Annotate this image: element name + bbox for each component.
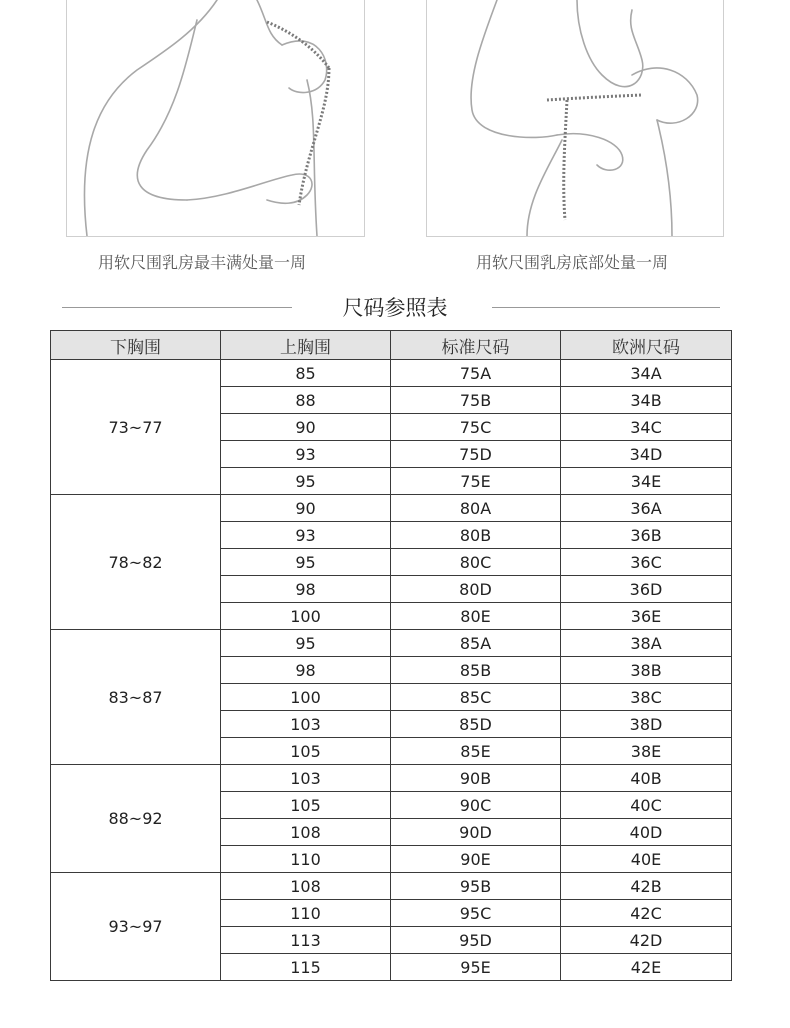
eu-size-cell: 34D — [561, 441, 732, 468]
eu-size-cell: 38C — [561, 684, 732, 711]
standard-size-cell: 95C — [391, 900, 561, 927]
caption-over-bust: 用软尺围乳房最丰满处量一周 — [98, 253, 307, 272]
eu-size-cell: 42B — [561, 873, 732, 900]
table-row — [51, 873, 732, 900]
standard-size-cell: 85D — [391, 711, 561, 738]
over-bust-cell: 95 — [221, 468, 391, 495]
standard-size-cell: 90D — [391, 819, 561, 846]
over-bust-cell: 88 — [221, 387, 391, 414]
over-bust-cell: 98 — [221, 576, 391, 603]
standard-size-cell: 80D — [391, 576, 561, 603]
standard-size-cell: 95D — [391, 927, 561, 954]
standard-size-cell: 85C — [391, 684, 561, 711]
eu-size-cell: 34E — [561, 468, 732, 495]
eu-size-cell: 36D — [561, 576, 732, 603]
eu-size-cell: 40C — [561, 792, 732, 819]
over-bust-cell: 100 — [221, 603, 391, 630]
eu-size-cell: 38B — [561, 657, 732, 684]
eu-size-cell: 42E — [561, 954, 732, 981]
standard-size-cell: 90B — [391, 765, 561, 792]
over-bust-cell: 85 — [221, 360, 391, 387]
over-bust-cell: 103 — [221, 711, 391, 738]
standard-size-cell: 80E — [391, 603, 561, 630]
over-bust-cell: 90 — [221, 495, 391, 522]
eu-size-cell: 40B — [561, 765, 732, 792]
under-bust-range-cell: 88~92 — [51, 765, 221, 873]
over-bust-figure-drawing — [67, 0, 364, 236]
over-bust-cell: 105 — [221, 738, 391, 765]
table-row — [51, 360, 732, 387]
header-standard-size: 标准尺码 — [391, 331, 561, 360]
standard-size-cell: 80B — [391, 522, 561, 549]
over-bust-cell: 113 — [221, 927, 391, 954]
table-row — [51, 630, 732, 657]
standard-size-cell: 75A — [391, 360, 561, 387]
eu-size-cell: 42D — [561, 927, 732, 954]
under-bust-range-cell: 73~77 — [51, 360, 221, 495]
under-bust-range-cell: 83~87 — [51, 630, 221, 765]
over-bust-cell: 93 — [221, 441, 391, 468]
title-divider-right — [492, 307, 720, 308]
eu-size-cell: 36A — [561, 495, 732, 522]
over-bust-cell: 103 — [221, 765, 391, 792]
size-chart-title-row — [0, 290, 790, 322]
eu-size-cell: 38D — [561, 711, 732, 738]
over-bust-cell: 108 — [221, 819, 391, 846]
eu-size-cell: 40D — [561, 819, 732, 846]
caption-under-bust: 用软尺围乳房底部处量一周 — [476, 253, 669, 272]
eu-size-cell: 36E — [561, 603, 732, 630]
header-under-bust: 下胸围 — [51, 331, 221, 360]
over-bust-cell: 108 — [221, 873, 391, 900]
eu-size-cell: 34C — [561, 414, 732, 441]
illustration-over-bust — [66, 0, 365, 237]
over-bust-cell: 93 — [221, 522, 391, 549]
standard-size-cell: 80A — [391, 495, 561, 522]
over-bust-cell: 95 — [221, 549, 391, 576]
standard-size-cell: 85B — [391, 657, 561, 684]
standard-size-cell: 75C — [391, 414, 561, 441]
standard-size-cell: 95B — [391, 873, 561, 900]
standard-size-cell: 75D — [391, 441, 561, 468]
table-row — [51, 765, 732, 792]
eu-size-cell: 34B — [561, 387, 732, 414]
eu-size-cell: 34A — [561, 360, 732, 387]
over-bust-cell: 105 — [221, 792, 391, 819]
over-bust-cell: 95 — [221, 630, 391, 657]
table-row — [51, 495, 732, 522]
under-bust-range-cell: 93~97 — [51, 873, 221, 981]
page-title: 尺码参照表 — [342, 296, 448, 320]
over-bust-cell: 110 — [221, 846, 391, 873]
over-bust-cell: 115 — [221, 954, 391, 981]
standard-size-cell: 90E — [391, 846, 561, 873]
standard-size-cell: 95E — [391, 954, 561, 981]
standard-size-cell: 85A — [391, 630, 561, 657]
standard-size-cell: 75E — [391, 468, 561, 495]
eu-size-cell: 36C — [561, 549, 732, 576]
eu-size-cell: 38E — [561, 738, 732, 765]
over-bust-cell: 100 — [221, 684, 391, 711]
under-bust-figure-drawing — [427, 0, 723, 236]
table-header-row — [51, 331, 732, 360]
standard-size-cell: 80C — [391, 549, 561, 576]
size-chart-table — [50, 330, 732, 981]
over-bust-cell: 110 — [221, 900, 391, 927]
under-bust-range-cell: 78~82 — [51, 495, 221, 630]
header-over-bust: 上胸围 — [221, 331, 391, 360]
size-chart-body — [51, 360, 732, 981]
over-bust-cell: 98 — [221, 657, 391, 684]
eu-size-cell: 42C — [561, 900, 732, 927]
eu-size-cell: 36B — [561, 522, 732, 549]
standard-size-cell: 90C — [391, 792, 561, 819]
header-eu-size: 欧洲尺码 — [561, 331, 732, 360]
standard-size-cell: 75B — [391, 387, 561, 414]
over-bust-cell: 90 — [221, 414, 391, 441]
illustration-under-bust — [426, 0, 724, 237]
eu-size-cell: 40E — [561, 846, 732, 873]
standard-size-cell: 85E — [391, 738, 561, 765]
eu-size-cell: 38A — [561, 630, 732, 657]
